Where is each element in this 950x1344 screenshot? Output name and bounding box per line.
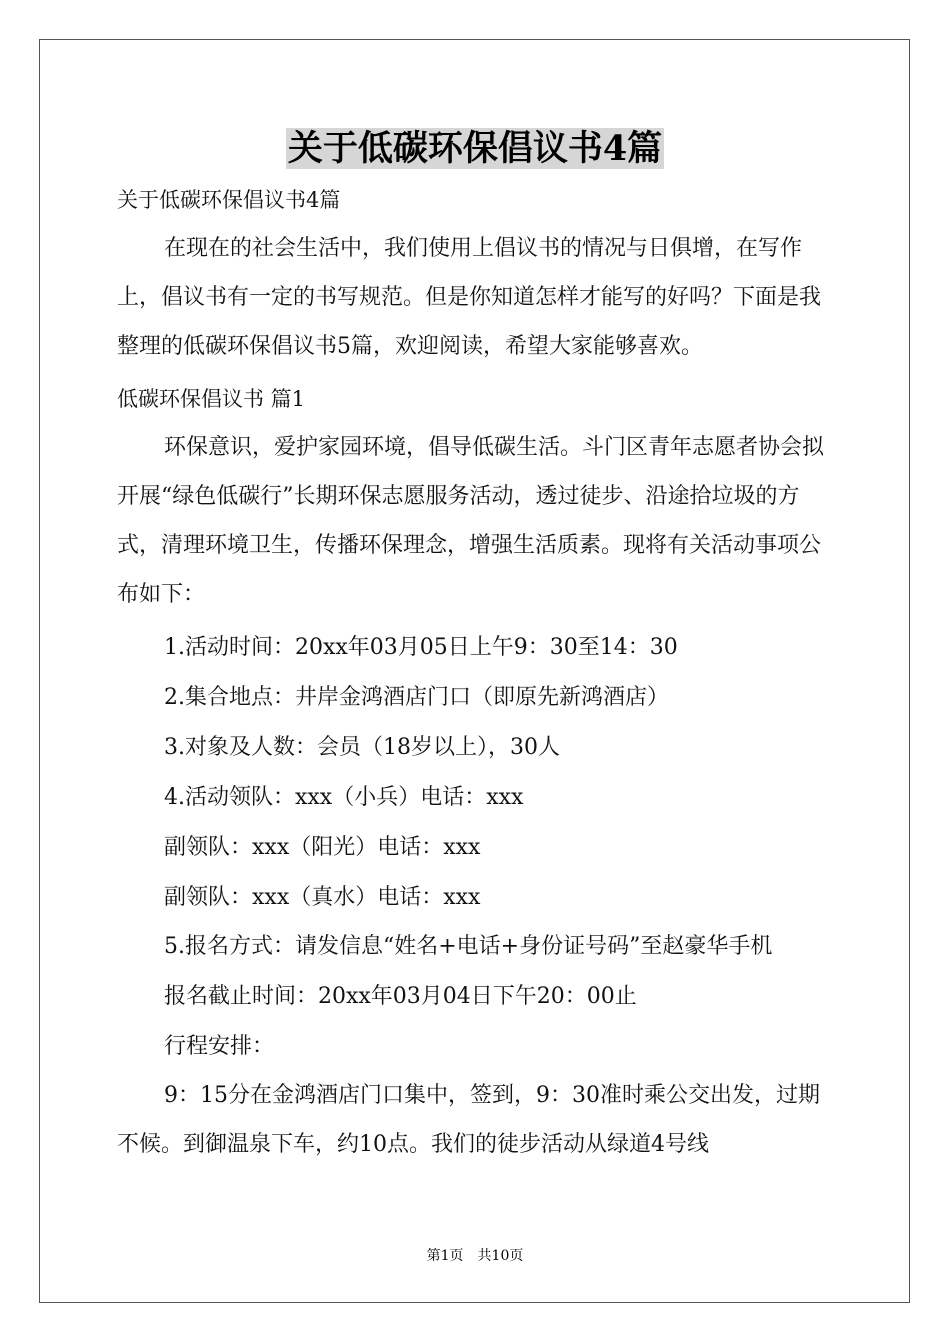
section-paragraph: 环保意识，爱护家园环境，倡导低碳生活。斗门区青年志愿者协会拟开展“绿色低碳行”长期环保志愿服务活动，透过徒步、沿途拾垃圾的方式，清理环境卫生，传播环保理念，增强生活质素。现将有关活动事项公布如下：: [117, 435, 825, 607]
document-title: [0, 126, 950, 172]
list-item: 副领队：xxx（真水）电话：xxx: [164, 885, 481, 910]
list-item: 4.活动领队：xxx（小兵）电话：xxx: [164, 785, 524, 810]
list-item: 报名截止时间：20xx年03月04日下午20：00止: [164, 984, 637, 1009]
list-item: 2.集合地点：井岸金鸿酒店门口（即原先新鸿酒店）: [164, 685, 669, 710]
intro-paragraph: 在现在的社会生活中，我们使用上倡议书的情况与日俱增，在写作上，倡议书有一定的书写规范。但是你知道怎样才能写的好吗？下面是我整理的低碳环保倡议书5篇，欢迎阅读，希望大家能够喜欢。: [117, 236, 822, 359]
list-item: 行程安排：: [164, 1034, 275, 1059]
list-item: 3.对象及人数：会员（18岁以上），30人: [164, 735, 560, 760]
list-item: 副领队：xxx（阳光）电话：xxx: [164, 835, 481, 860]
final-paragraph: 9：15分在金鸿酒店门口集中，签到，9：30准时乘公交出发，过期不候。到御温泉下车，约10点。我们的徒步活动从绿道4号线: [117, 1083, 820, 1157]
document-title-text: 关于低碳环保倡议书4篇: [287, 128, 663, 169]
section-heading: 低碳环保倡议书 篇1: [117, 387, 306, 411]
list-item: 5.报名方式：请发信息“姓名+电话+身份证号码”至赵豪华手机: [164, 934, 773, 959]
list-item: 1.活动时间：20xx年03月05日上午9：30至14：30: [164, 635, 678, 660]
document-subtitle: 关于低碳环保倡议书4篇: [117, 188, 341, 212]
page-footer: 第1页 共10页: [426, 1248, 524, 1264]
